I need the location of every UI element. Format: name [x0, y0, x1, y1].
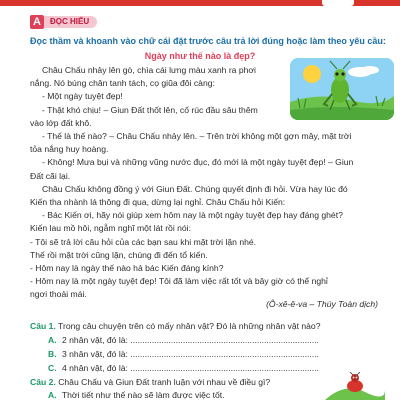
story-line: - Bác Kiến ơi, hãy nói giúp xem hôm nay là một ngày tuyệt đẹp hay đáng ghét? — [42, 210, 343, 221]
option-letter: A. — [48, 390, 57, 400]
question-text: Châu Chấu và Giun Đất tranh luận với nhau về điều gì? — [58, 377, 271, 387]
story-title: Ngày như thế nào là đẹp? — [144, 51, 256, 61]
story-line: Châu Chấu không đồng ý với Giun Đất. Chúng quyết định đi hỏi. Vừa hay lúc đó — [42, 183, 348, 194]
story-line: - Thế là thế nào? – Châu Chấu nhảy lên. – Trên trời không một gợn mây, mặt trời — [42, 131, 352, 142]
story-line: Đất cãi lại. — [30, 170, 71, 181]
question-1-option-b[interactable] — [48, 349, 319, 359]
option-text: 4 nhân vật, đó là: ............................................................................... — [61, 363, 319, 373]
question-2-option-a[interactable] — [48, 390, 225, 400]
option-letter: A. — [48, 335, 57, 345]
section-title: ĐỌC HIỂU — [44, 16, 97, 28]
option-text: 3 nhân vật, đó là: ............................................................................... — [61, 349, 319, 359]
top-banner — [0, 0, 400, 6]
question-2 — [30, 377, 270, 387]
option-letter: B. — [48, 349, 57, 359]
question-text: Trong câu chuyện trên có mấy nhân vật? Đó là những nhân vật nào? — [58, 321, 321, 331]
story-line: - Tôi sẽ trả lời câu hỏi của các bạn sau khi mặt trời lặn nhé. — [30, 236, 257, 247]
story-line: Châu Chấu nhảy lên gò, chìa cái lưng màu xanh ra phơi — [42, 65, 256, 75]
instruction-text: Đọc thầm và khoanh vào chữ cái đặt trước câu trả lời đúng hoặc làm theo yêu cầu: — [30, 36, 386, 46]
author-credit: (Ô-xê-ê-va – Thúy Toàn dịch) — [266, 299, 378, 309]
story-line: vào lớp đất khô. — [30, 117, 92, 128]
story-line: tỏa nắng huy hoàng. — [30, 144, 109, 155]
section-header — [30, 15, 97, 29]
story-line: Kiến lau mồ hôi, ngẫm nghĩ một lát rồi nói: — [30, 223, 191, 234]
story-line: - Hôm nay là một ngày tuyệt đẹp! Tôi đã làm việc rất tốt và bây giờ có thể nghỉ — [30, 276, 328, 287]
banner-tab — [322, 0, 354, 6]
story-text — [30, 64, 395, 302]
option-letter: C. — [48, 363, 57, 373]
question-number: Câu 2. — [30, 377, 56, 387]
ant-illustration — [325, 372, 385, 400]
question-number: Câu 1. — [30, 321, 56, 331]
option-text: Thời tiết như thế nào sẽ làm được việc tốt. — [61, 390, 225, 400]
section-letter: A — [30, 15, 44, 29]
question-1 — [30, 321, 321, 331]
question-1-option-a[interactable] — [48, 335, 319, 345]
story-line: nắng. Nó búng chân tanh tách, cọ giũa đôi càng: — [30, 78, 215, 89]
story-line: - Không! Mưa bụi và những vũng nước đục, đó mới là một ngày tuyệt đẹp! – Giun — [42, 157, 354, 168]
question-1-option-c[interactable] — [48, 363, 319, 373]
story-line: - Một ngày tuyệt đẹp! — [42, 91, 123, 102]
story-line: - Thật khó chịu! – Giun Đất thốt lên, cố rúc đầu sâu thêm — [42, 104, 258, 115]
story-line: - Hôm nay là ngày thế nào hả bác Kiến đáng kính? — [30, 263, 224, 274]
story-line: Kiến tha nhành lá thông đi qua, dừng lại nghỉ. Châu Chấu hỏi Kiến: — [30, 197, 286, 208]
story-line: Thế rồi mặt trời cũng lặn, chúng đi đến tổ kiến. — [30, 249, 208, 260]
option-text: 2 nhân vật, đó là: ............................................................................... — [61, 335, 319, 345]
story-line: ngơi thoải mái. — [30, 289, 87, 300]
